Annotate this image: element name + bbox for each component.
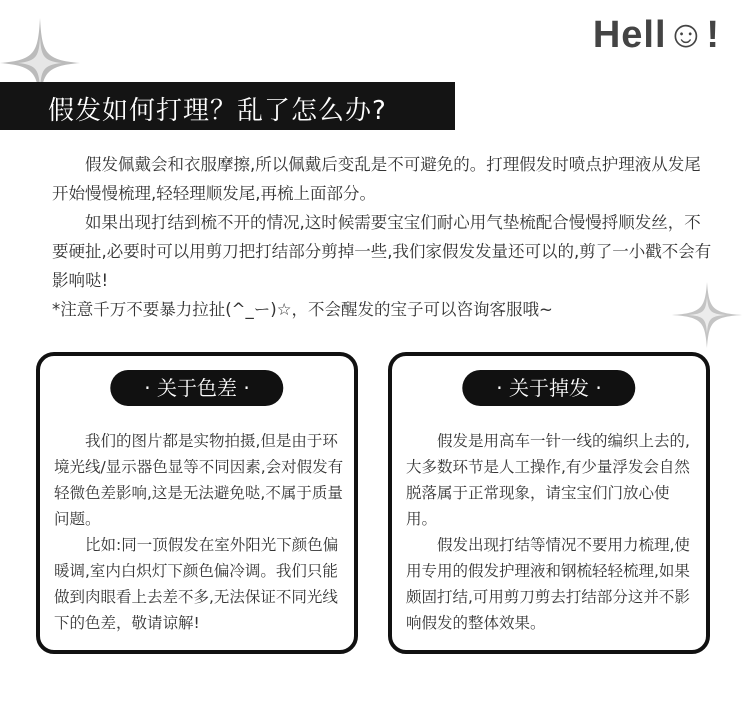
card-body: [406, 428, 696, 636]
card-paragraph: 我们的图片都是实物拍摄,但是由于环境光线/显示器色显等不同因素,会对假发有轻微色差影响,这是无法避免哒,不属于质量问题。: [54, 432, 344, 528]
page-title: 假发如何打理？乱了怎么办?: [48, 96, 387, 126]
intro-paragraph: 如果出现打结到梳不开的情况,这时候需要宝宝们耐心用气垫梳配合慢慢捋顺发丝，不要硬扯,必要时可以用剪刀把打结部分剪掉一些,我们家假发发量还可以的,剪了一小戳不会有影响哒!: [52, 213, 712, 290]
card-body: [54, 428, 344, 636]
title-bar: [0, 82, 455, 130]
card-title: · 关于掉发 ·: [462, 370, 635, 406]
intro-paragraph: 假发佩戴会和衣服摩擦,所以佩戴后变乱是不可避免的。打理假发时喷点护理液从发尾开始慢慢梳理,轻轻理顺发尾,再梳上面部分。: [52, 155, 701, 203]
card-paragraph: 假发出现打结等情况不要用力梳理,使用专用的假发护理液和钢梳轻轻梳理,如果颇固打结,可用剪刀剪去打结部分这并不影响假发的整体效果。: [406, 536, 690, 632]
card-paragraph: 比如:同一顶假发在室外阳光下颜色偏暖调,室内白炽灯下颜色偏冷调。我们只能做到肉眼看上去差不多,无法保证不同光线下的色差，敬请谅解!: [54, 536, 339, 632]
shedding-card: [388, 352, 710, 654]
intro-note: *注意千万不要暴力拉扯(^_ー)☆，不会醒发的宝子可以咨询客服哦~: [52, 300, 553, 319]
card-title: · 关于色差 ·: [110, 370, 283, 406]
intro-text: [52, 150, 712, 324]
card-paragraph: 假发是用高车一针一线的编织上去的,大多数环节是人工操作,有少量浮发会自然脱落属于正常现象，请宝宝们门放心使用。: [406, 432, 690, 528]
hello-logo: Hell☺!: [592, 14, 720, 56]
color-difference-card: [36, 352, 358, 654]
